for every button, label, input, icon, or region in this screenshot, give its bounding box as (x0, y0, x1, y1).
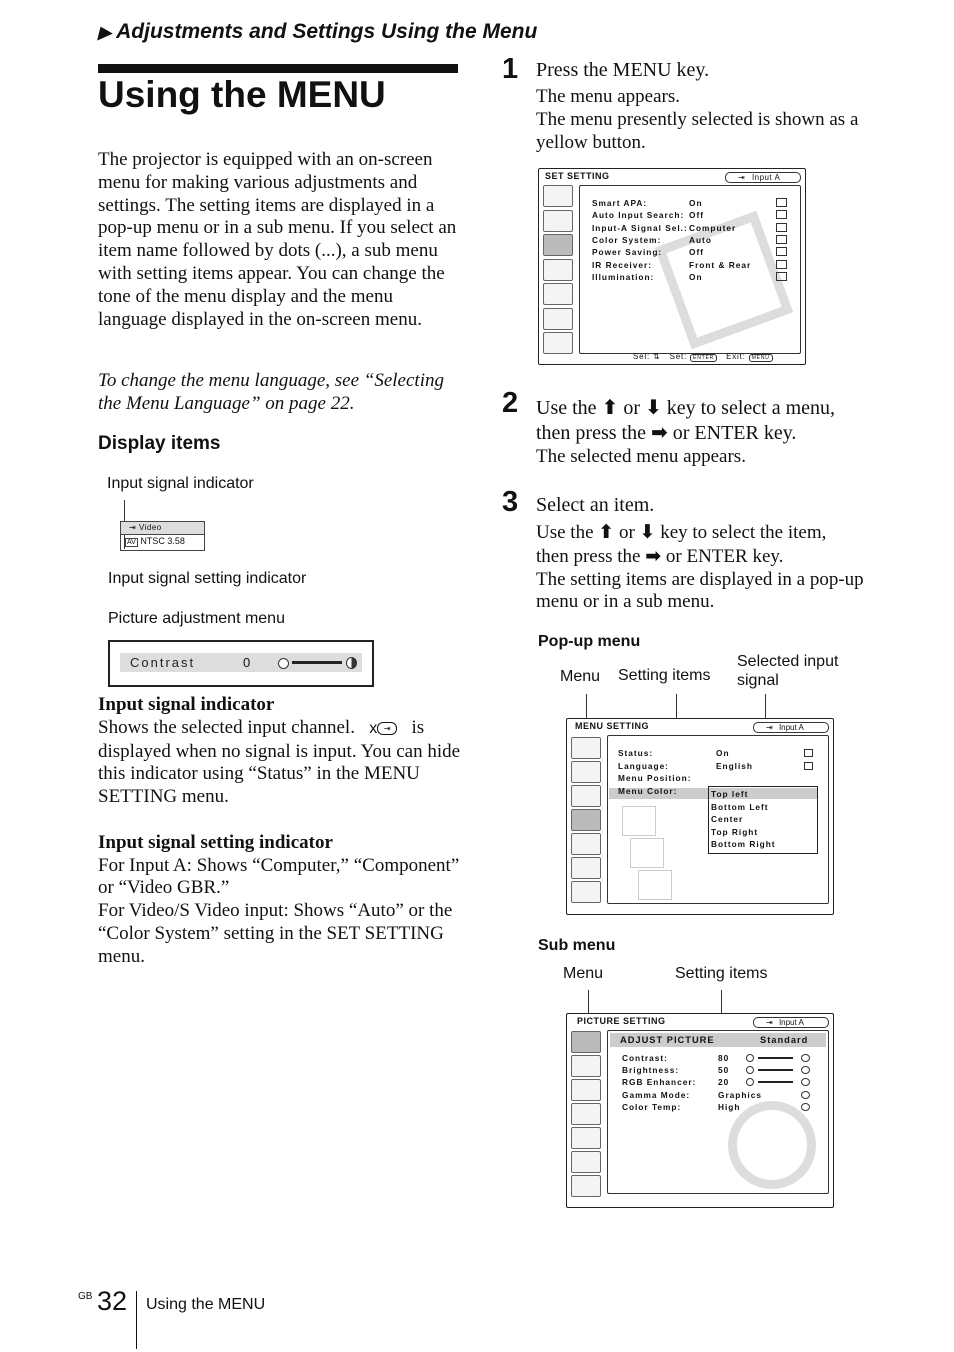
menu-item-value: Off (689, 210, 704, 221)
down-arrow-icon: ⬇ (639, 521, 656, 543)
menu-item-value: 50 (718, 1065, 730, 1076)
input-setting-text2: For Video/S Video input: Shows “Auto” or the “Color System” setting in the SET SETTING menu. (98, 900, 453, 967)
set-setting-menu-icon[interactable] (571, 1079, 601, 1101)
menu-item-value: High (718, 1101, 741, 1112)
callout-line (124, 500, 125, 522)
submenu-callout-items: Setting items (675, 965, 768, 982)
menu-item-value: On (716, 748, 730, 758)
input-badge: ⇥ Input A (725, 172, 801, 183)
information-menu-icon[interactable] (571, 857, 601, 879)
popup-options-list[interactable] (708, 786, 818, 854)
input-icon: ⇥ (738, 173, 746, 182)
item-icon (801, 1054, 810, 1062)
picture-setting-submenu (566, 1013, 834, 1208)
menu-item-label: Language: (618, 760, 669, 771)
picture-menu-icon[interactable] (571, 737, 601, 759)
right-arrow-icon: ➡ (645, 544, 662, 567)
contrast-sample (108, 640, 374, 687)
contrast-half-icon (346, 657, 357, 669)
step-2-number: 2 (502, 387, 519, 419)
input-signal-heading: Input signal indicator (98, 694, 275, 715)
item-icon (776, 198, 787, 207)
footer-page-number: 32 (97, 1286, 128, 1316)
callout-line (124, 535, 125, 549)
blank-menu-icon (571, 881, 601, 903)
installation-menu-icon[interactable] (543, 283, 573, 305)
menu-item-value: On (689, 198, 703, 208)
popup-title: MENU SETTING (575, 721, 650, 731)
menu-item-label: Power Saving: (592, 247, 663, 258)
menu-item-value: On (689, 271, 703, 282)
input-icon: ⇥ (766, 1018, 773, 1027)
section-header-text: Adjustments and Settings Using the Menu (116, 20, 538, 43)
menu-item-value: Auto (689, 234, 712, 245)
popup-option: Bottom Right (711, 839, 776, 849)
menu-setting-icon[interactable] (571, 1103, 601, 1125)
contrast-label: Contrast (130, 655, 196, 670)
blank-menu-icon (543, 332, 573, 354)
menu-item-value: Front & Rear (689, 259, 752, 270)
footer-region: GB (78, 1291, 93, 1302)
slider-bar (758, 1069, 793, 1071)
item-icon (776, 272, 787, 281)
set-setting-title: SET SETTING (545, 171, 610, 181)
popup-watermark-icon (622, 806, 656, 836)
indicator-input: Video (138, 523, 162, 532)
picture-menu-icon[interactable] (571, 1031, 601, 1053)
item-icon (804, 762, 813, 770)
menu-item-label: Color System: (592, 234, 662, 245)
input-signal-text-is: is (411, 716, 425, 738)
slider-min-icon (746, 1066, 754, 1074)
set-setting-panel (579, 185, 801, 354)
popup-callout-signal: Selected input signal (737, 653, 839, 689)
menu-item-value: Computer (689, 222, 737, 233)
menu-item-label: IR Receiver: (592, 259, 652, 270)
menu-setting-popup (566, 718, 834, 915)
slider-min-icon (746, 1078, 754, 1086)
menu-item-label: Brightness: (622, 1065, 680, 1076)
input-signal-indicator-label: Input signal indicator (107, 475, 254, 492)
menu-item-label: Auto Input Search: (592, 210, 685, 221)
menu-setting-icon[interactable] (571, 809, 601, 831)
menu-item-label: Input-A Signal Sel.: (592, 222, 688, 233)
up-down-icon: ⇅ (653, 352, 661, 361)
menu-footer: Sel: ⇅ Set: ENTER Exit: MENU (633, 352, 773, 361)
step-3-number: 3 (502, 486, 519, 518)
picture-adjustment-menu-label: Picture adjustment menu (108, 610, 285, 627)
slider-min-icon (746, 1054, 754, 1062)
popup-callout-menu: Menu (560, 668, 601, 685)
step-1-main: Press the MENU key. (536, 59, 710, 81)
menu-item-label: Gamma Mode: (622, 1089, 691, 1100)
submenu-title: PICTURE SETTING (577, 1016, 666, 1026)
input-setting-text1: For Input A: Shows “Computer,” “Component” or “Video GBR.” (98, 854, 460, 899)
indicator-setting: NTSC 3.58 (140, 536, 185, 546)
step-2-body: The selected menu appears. (536, 446, 746, 467)
submenu-caption: Sub menu (538, 937, 616, 954)
footer-section: Using the MENU (146, 1296, 266, 1313)
screen-menu-icon[interactable] (571, 1055, 601, 1077)
up-arrow-icon: ⬆ (601, 395, 619, 419)
submenu-header-label: ADJUST PICTURE (620, 1035, 715, 1045)
popup-watermark-icon (638, 870, 672, 900)
slider-bar (758, 1081, 793, 1083)
step-2-main: Use the ⬆ or ⬇ key to select a menu, then press the ➡ or ENTER key. (536, 395, 836, 444)
section-header (98, 20, 537, 44)
input-icon: ⇥ (766, 723, 773, 732)
installation-menu-icon[interactable] (571, 1127, 601, 1149)
menu-item-label: Illumination: (592, 271, 655, 282)
blank-menu-icon (571, 1175, 601, 1197)
popup-option: Center (711, 814, 744, 824)
step-3-body: Use the ⬆ or ⬇ key to select the item, then press the ➡ or ENTER key. The setting items are displayed in a pop-up menu or in a sub menu. (536, 521, 864, 613)
menu-item-label: Contrast: (622, 1053, 668, 1063)
popup-caption: Pop-up menu (538, 633, 641, 650)
menu-item-value: Off (689, 247, 704, 258)
set-setting-menu-icon[interactable] (571, 785, 601, 807)
popup-option: Top Right (711, 826, 759, 837)
input-icon: ⇥ (129, 523, 137, 532)
up-arrow-icon: ⬆ (598, 521, 615, 543)
signal-icon: AV (127, 539, 136, 546)
submenu-panel (607, 1030, 829, 1194)
sub-watermark-icon (728, 1101, 816, 1189)
title-rule (98, 64, 458, 73)
screen-menu-icon[interactable] (571, 761, 601, 783)
input-signal-rest: displayed when no signal is input. You can hide this indicator using “Status” in the MENU SETTING menu. (98, 740, 461, 808)
slider-bar (758, 1057, 793, 1059)
language-note: To change the menu language, see “Selecting the Menu Language” on page 22. (98, 370, 444, 414)
down-arrow-icon: ⬇ (644, 395, 662, 419)
menu-item-label: Status: (618, 748, 654, 758)
menu-item-label: Color Temp: (622, 1101, 682, 1112)
contrast-value: 0 (243, 655, 251, 670)
item-icon (776, 223, 787, 232)
display-items-heading: Display items (98, 433, 221, 454)
installation-menu-icon[interactable] (571, 833, 601, 855)
menu-key-icon: MENU (749, 354, 773, 362)
input-badge: ⇥ Input A (753, 1017, 829, 1028)
no-signal-x: x (369, 719, 378, 737)
right-arrow-icon: ➡ (650, 420, 668, 444)
popup-watermark-icon (630, 838, 664, 868)
item-icon (776, 235, 787, 244)
menu-item-label: RGB Enhancer: (622, 1077, 697, 1088)
menu-setting-icon[interactable] (543, 259, 573, 281)
item-icon (801, 1078, 810, 1086)
enter-key-icon: ENTER (690, 354, 717, 362)
set-setting-menu (538, 168, 806, 365)
menu-item-label: Menu Color: (618, 785, 678, 796)
popup-panel (607, 735, 829, 904)
item-icon (776, 260, 787, 269)
information-menu-icon[interactable] (543, 308, 573, 330)
step-3-main: Select an item. (536, 494, 655, 516)
input-setting-heading: Input signal setting indicator (98, 831, 333, 853)
set-setting-menu-icon[interactable] (543, 234, 573, 256)
step-1-body: The menu appears. The menu presently selected is shown as a yellow button. (536, 86, 859, 153)
footer-divider (136, 1291, 137, 1349)
information-menu-icon[interactable] (571, 1151, 601, 1173)
item-icon (776, 247, 787, 256)
item-icon (801, 1066, 810, 1074)
popup-option: Top left (711, 789, 749, 799)
section-marker-icon: ▶ (98, 23, 112, 42)
indicator-sample (120, 521, 205, 551)
submenu-callout-menu: Menu (563, 965, 604, 982)
menu-item-value: 20 (718, 1077, 730, 1088)
item-icon (801, 1091, 810, 1099)
popup-option: Bottom Left (711, 801, 769, 812)
menu-item-label: Menu Position: (618, 773, 692, 783)
input-signal-setting-indicator-label: Input signal setting indicator (108, 570, 307, 587)
no-signal-input-icon: ⇥ (377, 722, 397, 735)
item-icon (776, 210, 787, 219)
item-icon (801, 1103, 810, 1111)
menu-item-value: English (716, 760, 753, 771)
picture-menu-icon[interactable] (543, 185, 573, 207)
step-1-number: 1 (502, 53, 519, 85)
intro-paragraph: The projector is equipped with an on-screen menu for making various adjustments and settings. The setting items are displayed in a pop-up menu or in a sub menu. If you select an item name followed by dots (...), a sub menu with setting items appear. You can change the tone of the menu display and the menu language displayed in the on-screen menu. (98, 149, 457, 330)
popup-callout-items: Setting items (618, 667, 711, 684)
item-icon (804, 749, 813, 757)
screen-menu-icon[interactable] (543, 210, 573, 232)
input-signal-text: Shows the selected input channel. (98, 716, 355, 738)
menu-item-value: 80 (718, 1053, 730, 1063)
menu-item-label: Smart APA: (592, 198, 648, 208)
contrast-slider (278, 658, 358, 667)
submenu-header-value: Standard (760, 1035, 809, 1045)
input-badge: ⇥ Input A (753, 722, 829, 733)
page-title: Using the MENU (98, 74, 386, 115)
menu-item-value: Graphics (718, 1089, 762, 1100)
